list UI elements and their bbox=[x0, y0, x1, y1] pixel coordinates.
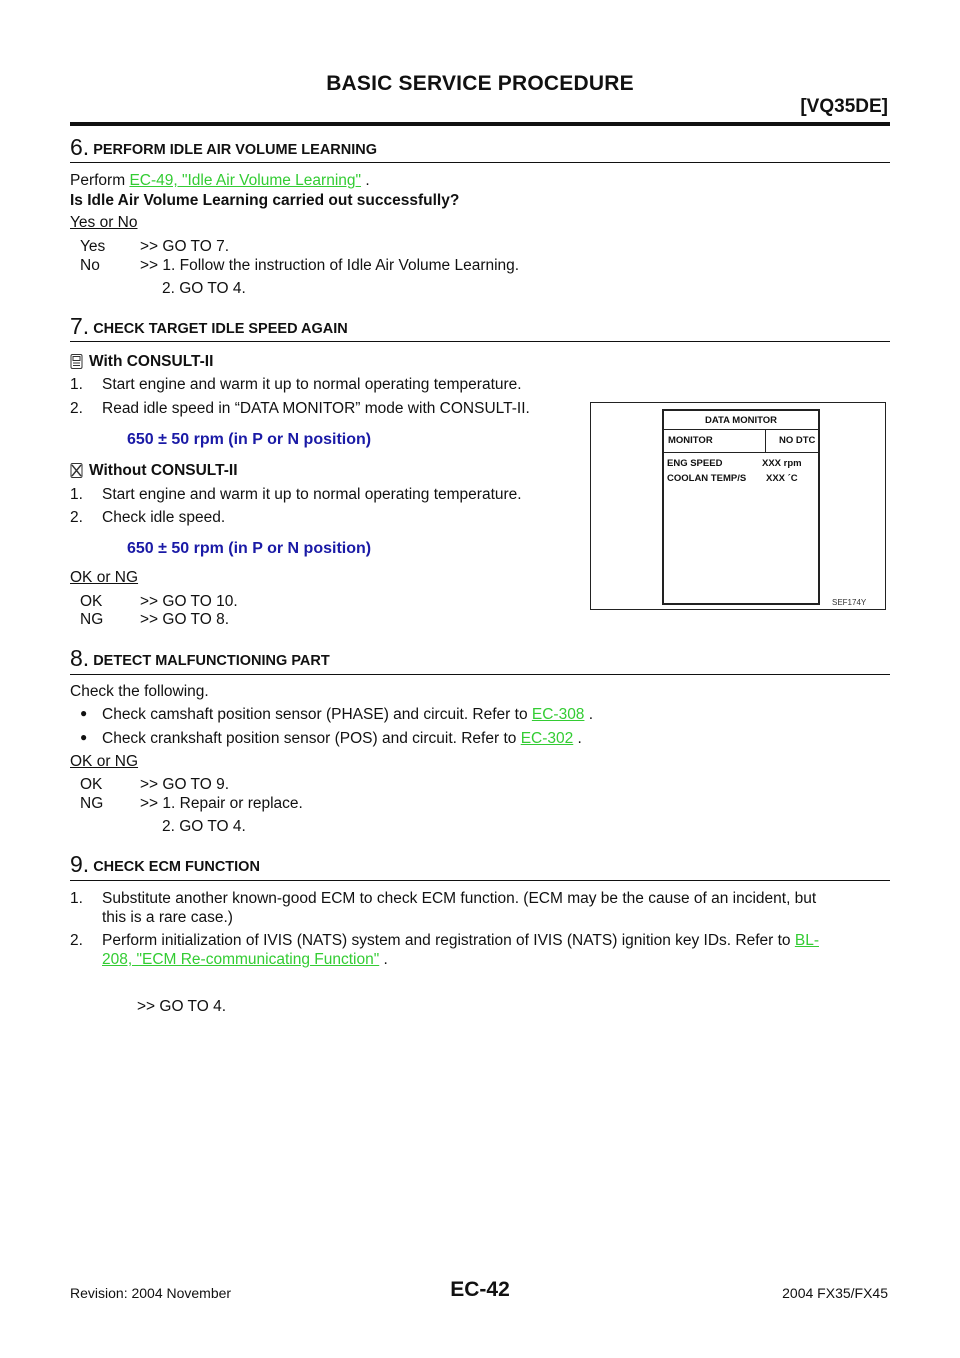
screen-row1-value: XXX rpm bbox=[762, 458, 802, 469]
step-8-ng: NG >> 1. Repair or replace. bbox=[80, 795, 303, 812]
with-consult-label: With CONSULT-II bbox=[70, 353, 213, 371]
step-8-choice: OK or NG bbox=[70, 753, 139, 770]
header-rule bbox=[70, 122, 890, 126]
step-7-rule bbox=[70, 341, 890, 342]
idle-speed-spec-2: 650 ± 50 rpm (in P or N position) bbox=[127, 540, 372, 557]
link-bl-208-part2[interactable]: 208, "ECM Re-communicating Function" bbox=[102, 951, 380, 968]
screen-col-nodtc: NO DTC bbox=[779, 435, 816, 446]
no-tester-icon bbox=[70, 463, 83, 478]
footer-revision: Revision: 2004 November bbox=[70, 1285, 232, 1301]
screen-title: DATA MONITOR bbox=[705, 415, 777, 426]
engine-model-tag: [VQ35DE] bbox=[800, 96, 888, 117]
consult-screen bbox=[662, 409, 820, 605]
step-8-ng-sub: 2. GO TO 4. bbox=[162, 818, 246, 835]
step-7-heading: 7. CHECK TARGET IDLE SPEED AGAIN bbox=[70, 313, 348, 339]
step-9-item-1-cont: this is a rare case.) bbox=[102, 909, 233, 926]
footer-model: 2004 FX35/FX45 bbox=[782, 1285, 888, 1301]
screen-row1-label: ENG SPEED bbox=[667, 458, 723, 469]
screen-row2-value: XXX ´C bbox=[766, 473, 798, 484]
step-6-question: Is Idle Air Volume Learning carried out successfully? bbox=[70, 192, 460, 209]
without-step-2: 2. Check idle speed. bbox=[70, 509, 226, 526]
step-8-bullet-1: ● Check camshaft position sensor (PHASE) and circuit. Refer to EC-308 . bbox=[80, 706, 594, 723]
step-9-heading: 9. CHECK ECM FUNCTION bbox=[70, 851, 260, 877]
footer-page-number: EC-42 bbox=[450, 1278, 510, 1301]
step-6-no: No >> 1. Follow the instruction of Idle Air Volume Learning. bbox=[80, 257, 520, 274]
with-step-2: 2. Read idle speed in “DATA MONITOR” mode with CONSULT-II. bbox=[70, 400, 530, 417]
link-bl-208-part1[interactable]: BL- bbox=[794, 932, 819, 949]
screen-col-monitor: MONITOR bbox=[668, 435, 713, 446]
screen-header-rule bbox=[664, 452, 818, 453]
link-ec-308[interactable]: EC-308 bbox=[531, 706, 585, 723]
figure-code: SEF174Y bbox=[832, 598, 867, 607]
step-9-final: >> GO TO 4. bbox=[137, 998, 227, 1015]
step-7-ok: OK >> GO TO 10. bbox=[80, 593, 238, 610]
step-9-item-2-cont: 208, "ECM Re-communicating Function" . bbox=[102, 951, 388, 968]
screen-row2-label: COOLAN TEMP/S bbox=[667, 473, 747, 484]
step-7-ng: NG >> GO TO 8. bbox=[80, 611, 230, 628]
step-8-rule bbox=[70, 674, 890, 675]
without-step-1: 1. Start engine and warm it up to normal operating temperature. bbox=[70, 486, 522, 503]
with-step-1: 1. Start engine and warm it up to normal operating temperature. bbox=[70, 376, 522, 393]
step-9-rule bbox=[70, 880, 890, 881]
step-8-heading: 8. DETECT MALFUNCTIONING PART bbox=[70, 645, 330, 671]
screen-col-divider bbox=[765, 430, 766, 452]
consult-tester-icon bbox=[70, 354, 83, 369]
step-9-item-1: 1. Substitute another known-good ECM to check ECM function. (ECM may be the cause of an incident, but bbox=[70, 890, 817, 907]
without-consult-label: Without CONSULT-II bbox=[70, 462, 238, 480]
step-6-heading: 6. PERFORM IDLE AIR VOLUME LEARNING bbox=[70, 134, 378, 160]
link-ec-302[interactable]: EC-302 bbox=[520, 730, 574, 747]
step-6-choice: Yes or No bbox=[70, 214, 138, 231]
step-8-intro: Check the following. bbox=[70, 683, 209, 700]
page-title: BASIC SERVICE PROCEDURE bbox=[326, 72, 634, 95]
screen-title-rule bbox=[664, 429, 818, 430]
idle-speed-spec-1: 650 ± 50 rpm (in P or N position) bbox=[127, 431, 372, 448]
step-6-yes: Yes >> GO TO 7. bbox=[80, 238, 230, 255]
step-8-ok: OK >> GO TO 9. bbox=[80, 776, 230, 793]
step-6-perform: Perform EC-49, "Idle Air Volume Learning" . bbox=[70, 172, 370, 189]
link-ec-49[interactable]: EC-49, "Idle Air Volume Learning" bbox=[129, 172, 362, 189]
step-6-rule bbox=[70, 162, 890, 163]
step-8-bullet-2: ● Check crankshaft position sensor (POS) and circuit. Refer to EC-302 . bbox=[80, 730, 582, 747]
step-9-item-2: 2. Perform initialization of IVIS (NATS) system and registration of IVIS (NATS) ignition key IDs. Refer to BL- bbox=[70, 932, 819, 949]
step-6-no-sub: 2. GO TO 4. bbox=[162, 280, 246, 297]
step-7-choice: OK or NG bbox=[70, 569, 139, 586]
